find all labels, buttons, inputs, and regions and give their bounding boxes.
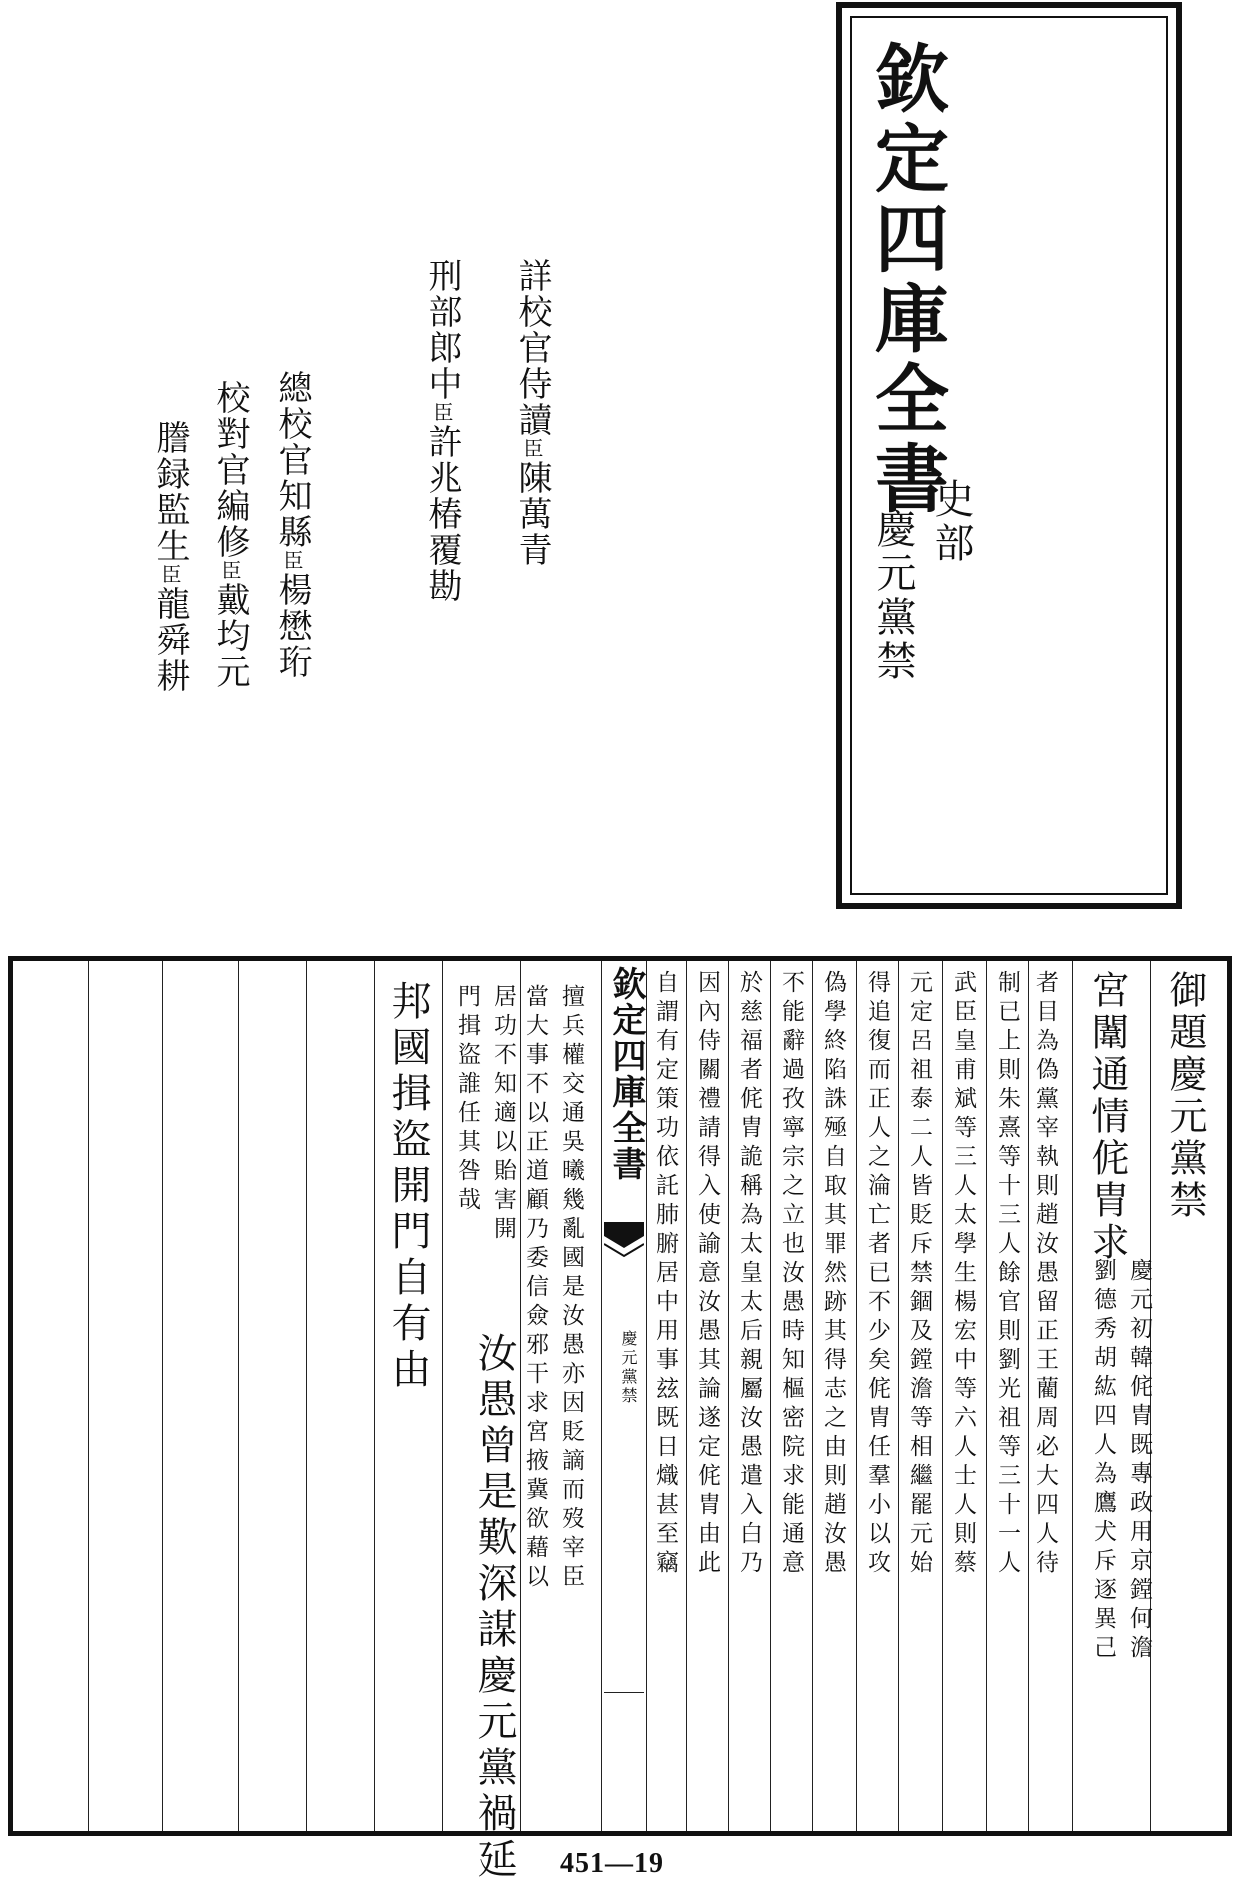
column-rule	[162, 961, 163, 1831]
annotation-column: 自謂有定策功依託肺腑居中用事玆既日熾甚至竊	[652, 970, 678, 1579]
annotation-column: 元定呂祖泰二人皆貶斥禁錮及鏜澹等相繼罷元始	[906, 970, 932, 1579]
credit-name: 戴均元	[210, 582, 250, 690]
credit-line	[208, 380, 252, 690]
center-header: 欽定四庫全書	[606, 966, 646, 1182]
column-rule	[770, 961, 771, 1831]
credit-role: 總校官知縣	[272, 370, 312, 550]
annotation-column: 得追復而正人之淪亡者已不少矣侂胄任羣小以攻	[864, 970, 890, 1579]
column-rule	[442, 961, 443, 1831]
page-number: 451—19	[560, 1848, 664, 1879]
credit-name: 龍舜耕	[150, 586, 190, 694]
column-rule	[88, 961, 89, 1831]
credit-line	[420, 258, 464, 604]
column-rule	[1072, 961, 1073, 1831]
column-rule	[1028, 961, 1029, 1831]
credit-chen: 臣	[520, 438, 544, 460]
column-rule	[374, 961, 375, 1831]
column-rule	[686, 961, 687, 1831]
credit-chen: 臣	[280, 550, 304, 572]
credit-role: 謄録監生	[150, 420, 190, 564]
center-bottom-rule	[604, 1692, 644, 1693]
column-rule	[942, 961, 943, 1831]
annotation-column: 偽學終陷誅殛自取其罪然跡其得志之由則趙汝愚	[820, 970, 846, 1579]
credit-chen: 臣	[158, 564, 182, 586]
poem-line: 宮闈通情侂胄求	[1085, 970, 1129, 1264]
annotation-column: 門揖盜誰任其咎哉	[454, 984, 480, 1216]
column-rule	[856, 961, 857, 1831]
annotation-column: 制已上則朱熹等十三人餘官則劉光祖等三十一人	[994, 970, 1020, 1579]
annotation-column: 不能辭過孜寧宗之立也汝愚時知樞密院求能通意	[778, 970, 804, 1579]
poem-title: 御題慶元黨禁	[1163, 970, 1207, 1222]
column-rule	[898, 961, 899, 1831]
annotation-column: 居功不知適以貽害開	[490, 984, 516, 1245]
annotation-column: 武臣皇甫斌等三人太學生楊宏中等六人士人則蔡	[950, 970, 976, 1579]
column-rule	[238, 961, 239, 1831]
credit-chen: 臣	[218, 560, 242, 582]
poem-line: 邦國揖盜開門自有由	[385, 980, 431, 1394]
book-title: 欽定四庫全書	[863, 40, 949, 520]
annotation-column: 因內侍關禮請得入使諭意汝愚其論遂定侂胄由此	[694, 970, 720, 1579]
center-label: 慶元黨禁	[619, 1330, 638, 1406]
column-rule	[306, 961, 307, 1831]
annotation-column: 者目為偽黨宰執則趙汝愚留正王藺周必大四人待	[1032, 970, 1058, 1579]
poem-line: 汝愚曾是歎深謀慶元黨禍延	[471, 1332, 517, 1884]
credit-line	[148, 420, 192, 694]
credit-name: 楊懋珩	[272, 572, 312, 680]
annotation-column: 於慈福者侂胄詭稱為太皇太后親屬汝愚遣入白乃	[736, 970, 762, 1579]
credit-line	[510, 258, 554, 568]
section-label: 史部	[928, 478, 974, 566]
annotation-column: 當大事不以正道顧乃委信僉邪干求宮掖冀欲藉以	[522, 984, 548, 1593]
column-rule	[812, 961, 813, 1831]
credit-role: 校對官編修	[210, 380, 250, 560]
credit-name: 陳萬青	[512, 460, 552, 568]
annotation-column: 擅兵權交通吳曦幾亂國是汝愚亦因貶謫而歿宰臣	[558, 984, 584, 1593]
book-subtitle: 慶元黨禁	[870, 508, 916, 684]
annotation-column: 慶元初韓侂胄既專政用京鏜何澹	[1126, 1258, 1152, 1664]
fish-tail-mark-icon	[604, 1222, 644, 1262]
column-rule	[728, 961, 729, 1831]
credit-role: 詳校官侍讀	[512, 258, 552, 438]
credit-line	[270, 370, 314, 680]
credit-chen: 臣	[430, 402, 454, 424]
credit-role: 刑部郎中	[422, 258, 462, 402]
credit-name: 許兆椿覆勘	[422, 424, 462, 604]
column-rule	[986, 961, 987, 1831]
annotation-column: 劉德秀胡紘四人為鷹犬斥逐異己	[1090, 1258, 1116, 1664]
